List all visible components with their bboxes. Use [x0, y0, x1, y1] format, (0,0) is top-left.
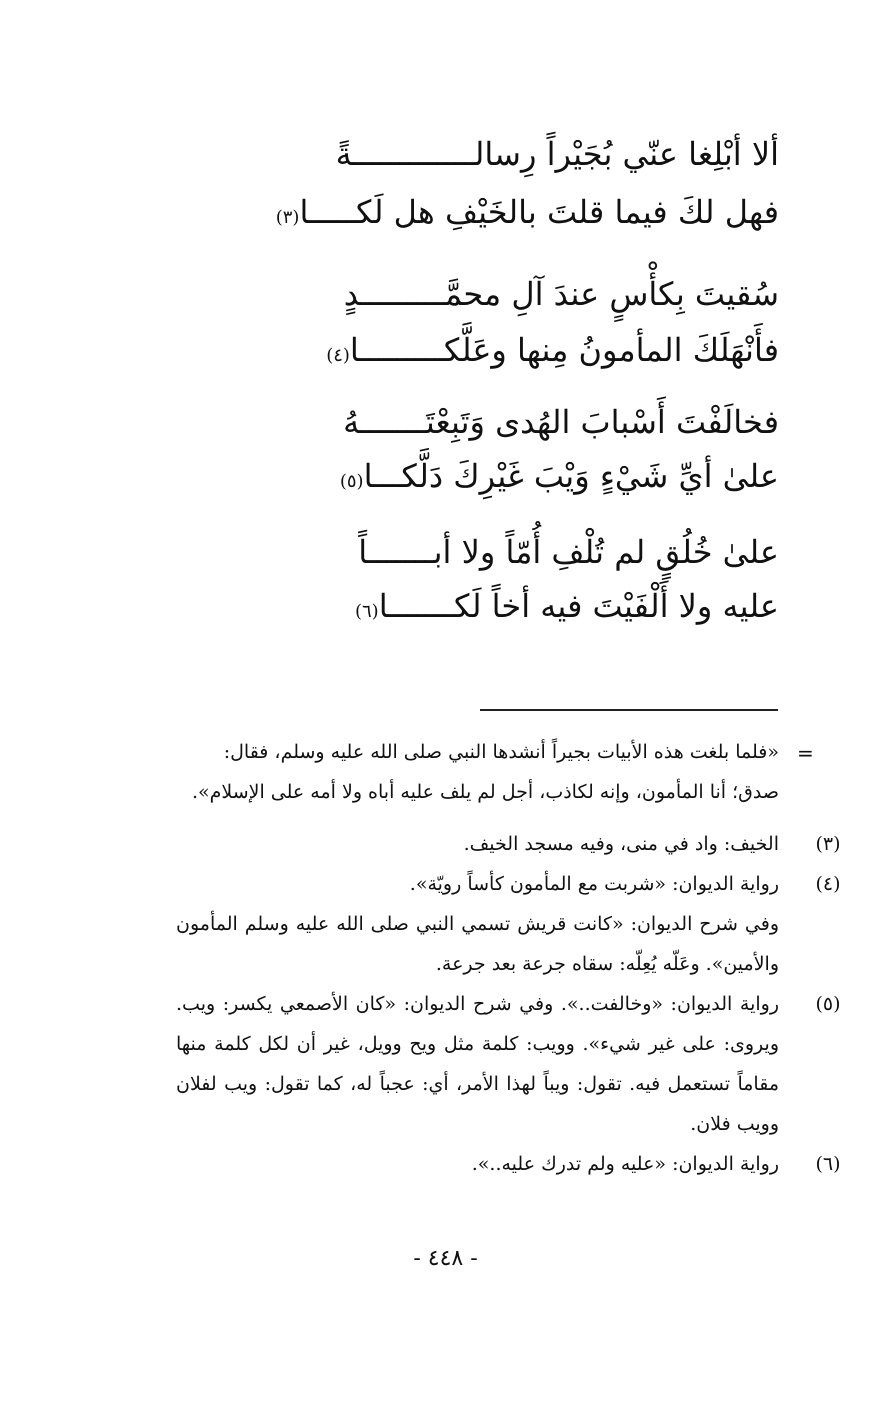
verse-text: فهل لكَ فيما قلتَ بالخَيْفِ هل لَكـــــا	[299, 193, 779, 231]
verse-1-hemistich-2	[275, 193, 779, 231]
footnote-separator	[480, 709, 778, 711]
verse-4-hemistich-1: علىٰ خُلُقٍ لم تُلْفِ أُمّاً ولا أبـــــــاً	[358, 533, 779, 571]
verse-3-hemistich-1: فخالَفْتَ أَسْبابَ الهُدى وَتَبِعْتَـــــــهُ	[343, 403, 779, 441]
continued-note-line-2: صدق؛ أنا المأمون، وإنه لكاذب، أجل لم يلف عليه أباه ولا أمه على الإسلام».	[191, 781, 779, 803]
footnote-number: (٣)	[815, 833, 841, 855]
footnote-number: (٥)	[815, 993, 841, 1015]
footnote-number: (٦)	[815, 1153, 841, 1175]
footnotes	[176, 732, 841, 1184]
footnote-text: رواية الديوان: «عليه ولم تدرك عليه..».	[471, 1153, 779, 1175]
verse-2-hemistich-1: سُقيتَ بِكأْسٍ عندَ آلِ محمَّـــــــــدٍ	[343, 275, 779, 313]
footnote-text: رواية الديوان: «شربت مع المأمون كأساً رويّة».	[409, 873, 779, 895]
page-number: - ٤٤٨ -	[413, 1246, 478, 1271]
footnote-number: (٤)	[815, 873, 841, 895]
footnote-5	[176, 984, 841, 1144]
footnote-text: وفي شرح الديوان: «كانت قريش تسمي النبي صلى الله عليه وسلم المأمون والأمين». وعَلّه يُعِلّه: سقاه جرعة بعد جرعة.	[176, 913, 779, 975]
footnote-ref: (٣)	[275, 207, 300, 228]
footnote-text: الخيف: واد في منى، وفيه مسجد الخيف.	[463, 833, 779, 855]
verse-2-hemistich-2	[326, 331, 779, 369]
continued-note-line-1: «فلما بلغت هذه الأبيات بجيراً أنشدها النبي صلى الله عليه وسلم، فقال:	[223, 741, 779, 763]
verse-4-hemistich-2	[354, 587, 779, 625]
footnote-ref: (٤)	[326, 345, 350, 366]
footnote-3	[176, 824, 841, 864]
continuation-mark: =	[797, 741, 814, 765]
verse-text: فأَنْهَلَكَ المأمونُ مِنها وعَلَّكـــــــــا	[349, 331, 779, 369]
footnote-ref: (٥)	[339, 471, 364, 492]
verse-1-hemistich-1: ألا أبْلِغا عنّي بُجَيْراً رِسالـــــــــــــةً	[335, 135, 779, 173]
spacer	[176, 812, 779, 824]
verse-3-hemistich-2	[339, 457, 779, 495]
footnote-text: رواية الديوان: «وخالفت..». وفي شرح الديوان: «كان الأصمعي يكسر: ويب. ويروى: على غير شيء». وويب: كلمة مثل ويح وويل، غير أن لكل كلمة منها مقاماً تستعمل فيه. تقول: ويباً لهذا الأمر، أي: عجباً له، كما تقول: ويب لفلان وويب فلان.	[176, 993, 779, 1135]
verse-text: علىٰ أيِّ شَيْءٍ وَيْبَ غَيْرِكَ دَلَّكـــا	[363, 457, 779, 495]
footnote-6	[176, 1144, 841, 1184]
footnote-4	[176, 864, 841, 984]
footnote-ref: (٦)	[354, 601, 379, 622]
verse-text: عليه ولا أَلْفَيْتَ فيه أخاً لَكـــــــا	[378, 587, 779, 625]
